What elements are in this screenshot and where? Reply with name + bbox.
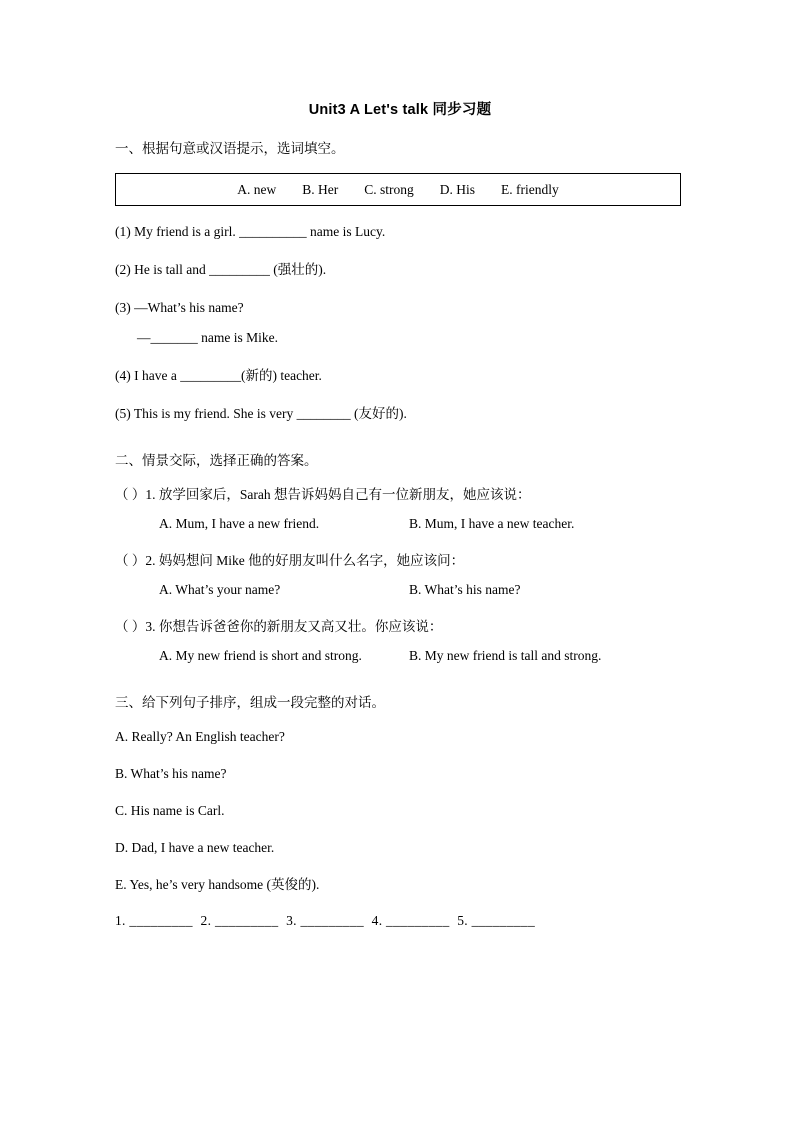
mc-question-2-option-a[interactable]: A. What’s your name? (159, 581, 281, 597)
mc-question-3-option-a[interactable]: A. My new friend is short and strong. (159, 647, 362, 663)
ordering-answer-slot-1[interactable]: 1. _________ (115, 913, 193, 929)
mc-question-2-stem: （ ）2. 妈妈想问 Mike 他的好朋友叫什么名字，她应该问： (115, 552, 465, 568)
fill-question-1: (1) My friend is a girl. __________ name is Lucy. (115, 224, 386, 240)
mc-question-3-choices (159, 646, 685, 667)
mc-question-1-option-b[interactable]: B. Mum, I have a new teacher. (409, 515, 575, 531)
fill-question-4: (4) I have a _________(新的) teacher. (115, 367, 322, 383)
fill-question-5: (5) This is my friend. She is very ________ (友好的). (115, 405, 407, 421)
mc-question-2-option-b[interactable]: B. What’s his name? (409, 581, 521, 597)
mc-question-3-stem: （ ）3. 你想告诉爸爸你的新朋友又高又壮。你应该说： (115, 618, 443, 634)
word-bank-option-b: B. Her (302, 182, 339, 198)
page-title: Unit3 A Let's talk 同步习题 (308, 102, 492, 118)
word-bank-option-a: A. new (237, 182, 277, 198)
ordering-line-b: B. What’s his name? (115, 765, 227, 781)
fill-question-3: (3) —What’s his name? (115, 300, 244, 316)
mc-question-1-stem: （ ）1. 放学回家后，Sarah 想告诉妈妈自己有一位新朋友，她应该说： (115, 487, 531, 503)
fill-question-2: (2) He is tall and _________ (强壮的). (115, 262, 327, 278)
ordering-answer-line (115, 911, 685, 932)
ordering-line-a: A. Really? An English teacher? (115, 728, 285, 744)
word-bank-option-c: C. strong (364, 182, 414, 198)
document-content (115, 98, 685, 932)
mc-question-1-option-a[interactable]: A. Mum, I have a new friend. (159, 515, 320, 531)
ordering-answer-slot-5[interactable]: 5. _________ (457, 913, 536, 929)
word-bank (115, 173, 681, 206)
mc-question-2-choices (159, 580, 685, 601)
section-2-heading: 二、情景交际，选择正确的答案。 (115, 452, 318, 468)
ordering-line-c: C. His name is Carl. (115, 802, 225, 818)
section-1-heading: 一、根据句意或汉语提示，选词填空。 (115, 141, 345, 156)
section-3-heading: 三、给下列句子排序，组成一段完整的对话。 (115, 694, 385, 710)
ordering-answer-slot-3[interactable]: 3. _________ (286, 913, 364, 929)
word-bank-option-e: E. friendly (501, 182, 559, 198)
word-bank-option-d: D. His (439, 182, 476, 198)
mc-question-1-choices (159, 514, 685, 535)
ordering-answer-slot-4[interactable]: 4. _________ (371, 913, 450, 929)
fill-question-3-answer-line: —_______ name is Mike. (137, 330, 278, 346)
ordering-line-e: E. Yes, he’s very handsome (英俊的). (115, 876, 320, 892)
mc-question-3-option-b[interactable]: B. My new friend is tall and strong. (409, 647, 602, 663)
ordering-line-d: D. Dad, I have a new teacher. (115, 839, 275, 855)
ordering-answer-slot-2[interactable]: 2. _________ (200, 913, 279, 929)
